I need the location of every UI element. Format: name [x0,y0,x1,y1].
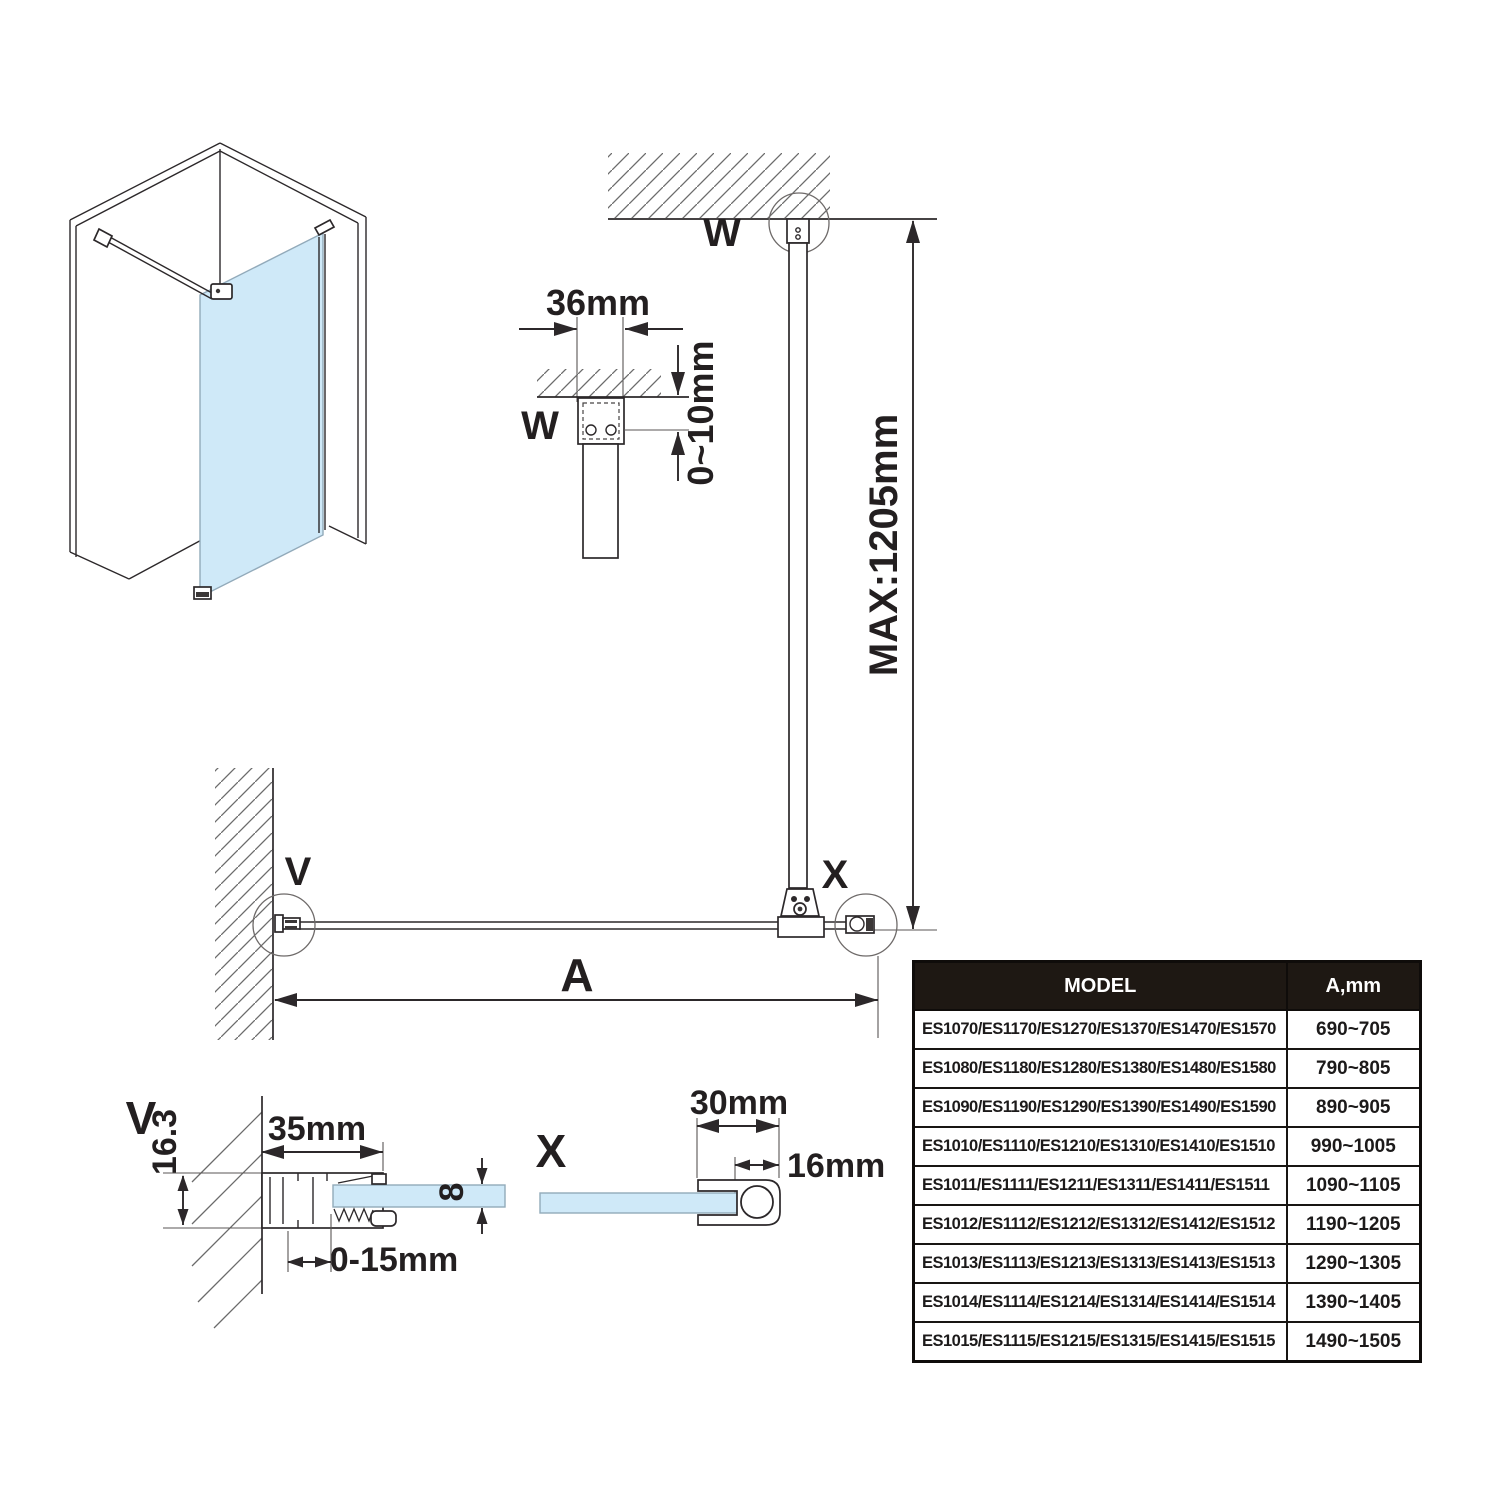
a-value-cell: 990~1005 [1287,1127,1421,1166]
a-value-cell: 1090~1105 [1287,1166,1421,1205]
glass-clamp-block [778,917,824,937]
model-cell: ES1010/ES1110/ES1210/ES1310/ES1410/ES1510 [914,1127,1287,1166]
detail-v [126,1092,505,1328]
model-cell: ES1011/ES1111/ES1211/ES1311/ES1411/ES1511 [914,1166,1287,1205]
ceiling-hatch-w [537,369,661,397]
profile-lip-cap [372,1174,386,1184]
model-cell: ES1014/ES1114/ES1214/ES1314/ES1414/ES1514 [914,1283,1287,1322]
left-wall-outline [70,143,220,579]
a-value-cell: 890~905 [1287,1088,1421,1127]
support-bar-vertical [789,243,807,888]
model-cell: ES1015/ES1115/ES1215/ES1315/ES1415/ES1515 [914,1322,1287,1362]
support-bar-3d [108,236,212,299]
pivot-bolt-center [798,907,803,912]
pivot-screw-1 [791,896,797,902]
a-value-cell: 1190~1205 [1287,1205,1421,1244]
dim-35mm-label: 35mm [267,1110,367,1148]
table-row [914,1010,1421,1049]
a-value-cell: 790~805 [1287,1049,1421,1088]
table-row [914,1049,1421,1088]
dim-a-label: A [560,949,594,1001]
detail-x [536,1084,886,1225]
model-spec-table [912,960,1422,1363]
dim-gap-label: 0~10mm [680,340,721,486]
isometric-view [70,143,366,599]
support-bar-detail-w [583,444,618,558]
support-bar-section [741,1186,773,1218]
glass-edge-line [299,922,846,929]
dim-36mm-label: 36mm [545,282,651,323]
a-value-cell: 690~705 [1287,1010,1421,1049]
a-value-cell: 1490~1505 [1287,1322,1421,1362]
profile-top-cap [315,220,334,235]
dim-adjust-label: 0-15mm [329,1241,459,1279]
dim-max-label: MAX:1205mm [862,413,906,677]
dim-30mm-label: 30mm [689,1084,789,1122]
model-cell: ES1090/ES1190/ES1290/ES1390/ES1490/ES1590 [914,1088,1287,1127]
wall-hatch [215,768,273,1040]
ceiling-bracket [578,398,624,444]
model-cell: ES1012/ES1112/ES1212/ES1312/ES1412/ES1512 [914,1205,1287,1244]
table-row [914,1166,1421,1205]
pivot-screw-2 [804,896,810,902]
model-cell: ES1070/ES1170/ES1270/ES1370/ES1470/ES1570 [914,1010,1287,1049]
model-cell: ES1013/ES1113/ES1213/ES1313/ES1413/ES1513 [914,1244,1287,1283]
detail-x-letter: X [535,1125,567,1177]
detail-w [519,282,721,558]
table-row [914,1205,1421,1244]
ceiling-hatch [608,153,830,218]
wall-clamp-gasket-top [285,920,297,923]
bar-glass-clamp [211,284,232,299]
a-value-cell: 1290~1305 [1287,1244,1421,1283]
end-clamp-block [866,918,873,931]
dim-depth-extensions [163,1173,262,1228]
glass-foot-pad [196,592,209,597]
dim-30mm-extensions [697,1118,779,1178]
table-row [914,1322,1421,1362]
glass-panel-x [540,1193,737,1213]
model-cell: ES1080/ES1180/ES1280/ES1380/ES1480/ES1580 [914,1049,1287,1088]
detail-v-letter: V [125,1092,157,1144]
glass-panel-v [333,1182,505,1207]
clamp-screw [216,289,220,293]
a-value-cell: 1390~1405 [1287,1283,1421,1322]
wall-clamp-gasket-bottom [285,926,297,929]
bar-wall-mount [94,229,112,247]
table-header-a: A,mm [1287,962,1421,1011]
wall-profile-plan [275,915,283,932]
table-row [914,1283,1421,1322]
dim-depth-label: 16.3 [146,1108,184,1176]
dim-16mm-label: 16mm [787,1147,886,1185]
table-row [914,1127,1421,1166]
table-row [914,1088,1421,1127]
main-w-label: W [703,211,741,255]
detail-w-letter: W [521,404,559,448]
wall-hatch-v [192,1112,262,1328]
table-row [914,1244,1421,1283]
main-v-label: V [284,850,312,894]
dim-glass-label: 8 [433,1182,471,1202]
table-header-row [914,962,1421,1011]
main-x-label: X [821,853,849,897]
table-header-model: MODEL [914,962,1287,1011]
profile-bottom-lip [371,1211,396,1226]
